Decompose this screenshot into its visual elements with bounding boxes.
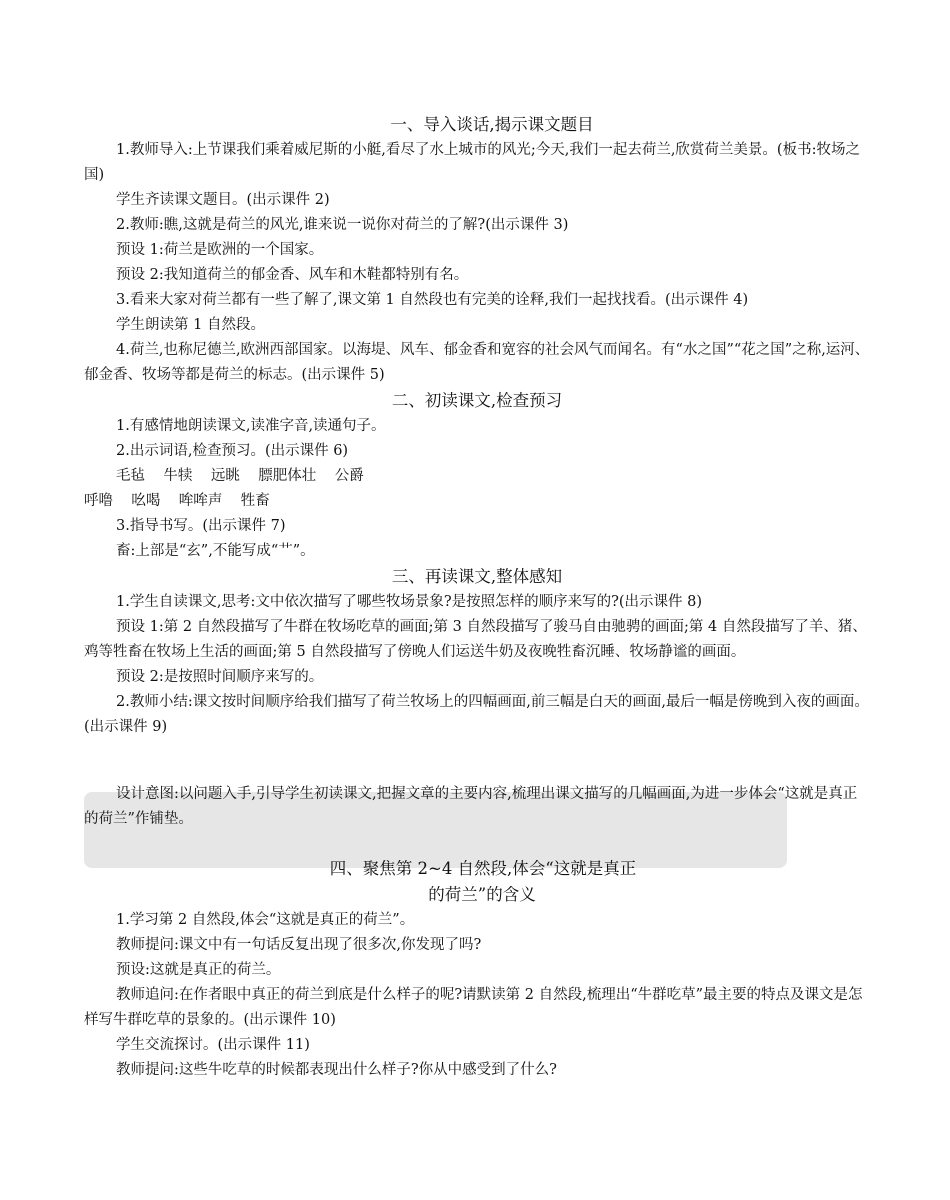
section-3-paragraph-2: 预设 1:第 2 自然段描写了牛群在牧场吃草的画面;第 3 自然段描写了骏马自由驰骋的画面;第 4 自然段描写了羊、猪、鸡等牲畜在牧场上生活的画面;第 5 自然段描写了傍晚人们运送牛奶及夜晚牲畜沉睡、牧场静谧的画面。 — [84, 619, 867, 660]
section-1-paragraph-6: 3.看来大家对荷兰都有一些了解了,课文第 1 自然段也有完美的诠释,我们一起找找看。(出示课件 4) — [116, 292, 749, 308]
section-2-heading: 二、初读课文,检查预习 — [391, 391, 563, 410]
section-4-heading-line-1: 四、聚焦第 2~4 自然段,体会“这就是真正 — [329, 859, 637, 878]
section-1-heading: 一、导入谈话,揭示课文题目 — [390, 115, 594, 134]
section-1-paragraph-1: 1.教师导入:上节课我们乘着威尼斯的小艇,看尽了水上城市的风光;今天,我们一起去荷兰,欣赏荷兰美景。(板书:牧场之国) — [84, 142, 860, 183]
section-2-paragraph-1: 1.有感情地朗读课文,读准字音,读通句子。 — [116, 418, 386, 434]
section-2-paragraph-2: 2.出示词语,检查预习。(出示课件 6) — [116, 443, 349, 459]
section-3-heading: 三、再读课文,整体感知 — [391, 567, 563, 586]
section-1-paragraph-8: 4.荷兰,也称尼德兰,欧洲西部国家。以海堤、风车、郁金香和宽容的社会风气而闻名。有“水之国”“花之国”之称,运河、郁金香、牧场等都是荷兰的标志。(出示课件 5) — [84, 342, 870, 383]
section-2-paragraph-4: 畜:上部是“玄”,不能写成“艹”。 — [116, 543, 315, 559]
section-1-paragraph-4: 预设 1:荷兰是欧洲的一个国家。 — [116, 242, 324, 258]
section-3-paragraph-4: 2.教师小结:课文按时间顺序给我们描写了荷兰牧场上的四幅画面,前三幅是白天的画面,最后一幅是傍晚到入夜的画面。(出示课件 9) — [84, 694, 869, 735]
section-4-paragraph-3: 预设:这就是真正的荷兰。 — [116, 962, 281, 978]
section-4-paragraph-2: 教师提问:课文中有一句话反复出现了很多次,你发现了吗? — [116, 937, 482, 953]
section-4-paragraph-5: 学生交流探讨。(出示课件 11) — [116, 1037, 310, 1053]
lesson-body-continued — [84, 856, 870, 1083]
section-1-paragraph-7: 学生朗读第 1 自然段。 — [116, 317, 265, 333]
section-1-paragraph-5: 预设 2:我知道荷兰的郁金香、风车和木鞋都特别有名。 — [116, 267, 469, 283]
section-2-paragraph-3: 3.指导书写。(出示课件 7) — [116, 518, 286, 534]
design-intent-text: 设计意图:以问题入手,引导学生初读课文,把握文章的主要内容,梳理出课文描写的几幅画面,为进一步体会“这就是真正的荷兰”作铺垫。 — [84, 786, 858, 827]
lesson-body — [84, 112, 870, 740]
section-3-paragraph-1: 1.学生自读课文,思考:文中依次描写了哪些牧场景象?是按照怎样的顺序来写的?(出示课件 8) — [116, 594, 703, 610]
section-1-paragraph-3: 2.教师:瞧,这就是荷兰的风光,谁来说一说你对荷兰的了解?(出示课件 3) — [116, 217, 569, 233]
section-4-paragraph-6: 教师提问:这些牛吃草的时候都表现出什么样子?你从中感受到了什么? — [116, 1062, 557, 1078]
section-4-paragraph-1: 1.学习第 2 自然段,体会“这就是真正的荷兰”。 — [116, 912, 415, 928]
vocabulary-row-2: 呼噜 吆喝 哞哞声 牲畜 — [84, 493, 270, 509]
section-1-paragraph-2: 学生齐读课文题目。(出示课件 2) — [116, 192, 330, 208]
design-intent-text-container — [84, 782, 870, 832]
section-3-paragraph-3: 预设 2:是按照时间顺序来写的。 — [116, 669, 324, 685]
section-4-heading — [84, 856, 870, 908]
vocabulary-row-1: 毛毡 牛犊 远眺 膘肥体壮 公爵 — [116, 468, 364, 484]
section-4-paragraph-4: 教师追问:在作者眼中真正的荷兰到底是什么样子的呢?请默读第 2 自然段,梳理出“牛群吃草”最主要的特点及课文是怎样写牛群吃草的景象的。(出示课件 10) — [84, 987, 863, 1028]
section-4-heading-line-2: 的荷兰”的含义 — [428, 885, 536, 904]
